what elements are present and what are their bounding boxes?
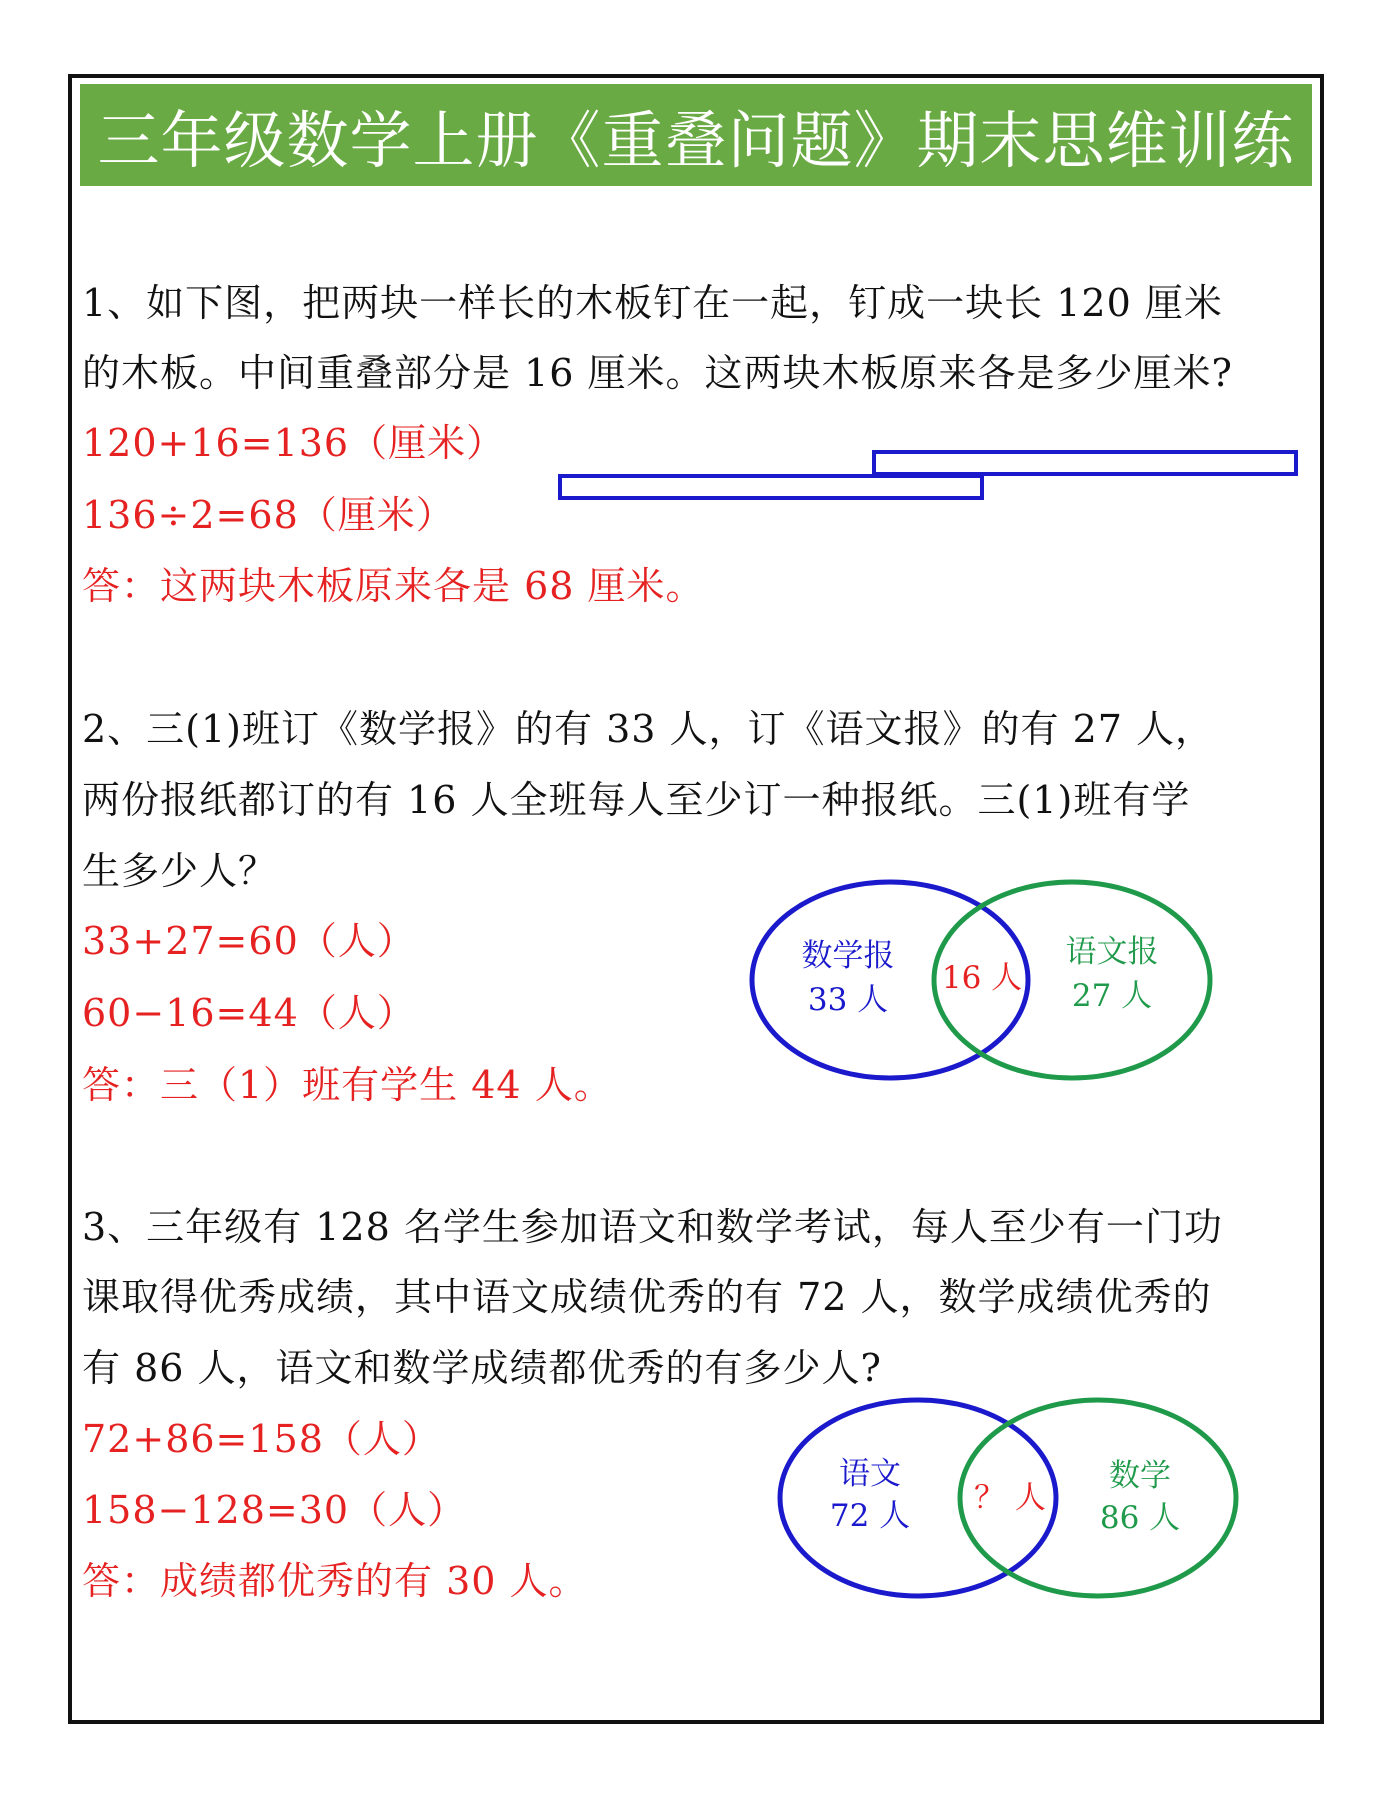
q2-step-1: 33+27=60（人） xyxy=(82,919,416,963)
q1-board-diagram xyxy=(550,440,1310,510)
q3-text-line-2: 课取得优秀成绩，其中语文成绩优秀的有 72 人，数学成绩优秀的 xyxy=(82,1275,1212,1319)
venn-right-label: 语文报 xyxy=(1065,934,1159,970)
venn-right-label: 数学 xyxy=(1109,1458,1171,1494)
venn-overlap-count: 16 人 xyxy=(941,960,1023,996)
q3-venn-diagram xyxy=(770,1388,1250,1608)
venn-left-count: 33 人 xyxy=(807,982,889,1018)
q2-text-line-3: 生多少人？ xyxy=(82,849,278,893)
venn-left-label: 数学报 xyxy=(801,938,895,974)
q2-step-2: 60−16=44（人） xyxy=(82,991,416,1035)
q2-answer: 答：三（1）班有学生 44 人。 xyxy=(82,1063,613,1107)
q3-step-2: 158−128=30（人） xyxy=(82,1488,467,1532)
q2-venn-diagram xyxy=(740,870,1220,1090)
board-lower xyxy=(560,476,982,498)
venn-right-count: 86 人 xyxy=(1099,1500,1181,1536)
title-banner xyxy=(80,84,1312,186)
q3-text-line-1: 3、三年级有 128 名学生参加语文和数学考试，每人至少有一门功 xyxy=(82,1205,1223,1249)
venn-left-label: 语文 xyxy=(839,1456,901,1492)
q1-answer: 答：这两块木板原来各是 68 厘米。 xyxy=(82,564,705,608)
venn-overlap-count: ？ 人 xyxy=(974,1480,1046,1516)
q2-text-line-2: 两份报纸都订的有 16 人全班每人至少订一种报纸。三(1)班有学 xyxy=(82,778,1191,822)
q1-step-1: 120+16=136（厘米） xyxy=(82,421,506,465)
venn-left-count: 72 人 xyxy=(829,1498,911,1534)
q1-text-line-2: 的木板。中间重叠部分是 16 厘米。这两块木板原来各是多少厘米? xyxy=(82,351,1233,395)
q2-text-line-1: 2、三(1)班订《数学报》的有 33 人，订《语文报》的有 27 人， xyxy=(82,707,1215,751)
q3-step-1: 72+86=158（人） xyxy=(82,1417,441,1461)
page-title: 三年级数学上册《重叠问题》期末思维训练 xyxy=(97,103,1295,177)
q3-text-line-3: 有 86 人，语文和数学成绩都优秀的有多少人? xyxy=(82,1346,882,1390)
q1-text-line-1: 1、如下图，把两块一样长的木板钉在一起，钉成一块长 120 厘米 xyxy=(82,281,1223,325)
venn-right-count: 27 人 xyxy=(1071,978,1153,1014)
q3-answer: 答：成绩都优秀的有 30 人。 xyxy=(82,1559,588,1603)
q1-step-2: 136÷2=68（厘米） xyxy=(82,493,455,537)
board-upper xyxy=(874,452,1296,474)
